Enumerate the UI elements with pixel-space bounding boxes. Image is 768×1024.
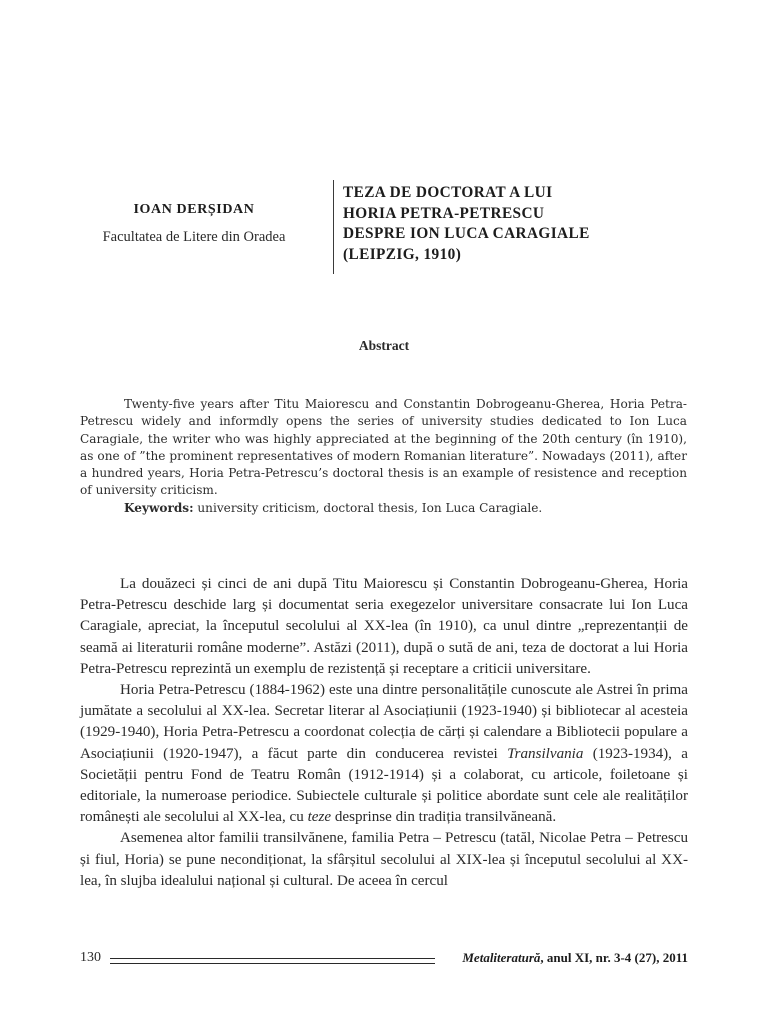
page-footer	[80, 950, 688, 970]
body-text: desprinse din tradiția transilvăneană.	[331, 809, 557, 826]
title-divider	[333, 180, 334, 274]
body-text: Horia Petra-Petrescu (1884-1962) este una dintre personalitățile cunoscute ale Astrei în prima jumătate a secolului al XX-lea. Secretar literar al Asociațiunii (1923-1940) și bibliotecar al acesteia (1929-1940), Horia Petra-Petrescu a coordonat colecția de cărți și calendare a Bibliotecii populare a Asociațiunii (1920-1947), a făcut parte din conducerea revistei	[80, 682, 688, 762]
teze-italic: teze	[307, 809, 332, 826]
title-line: (LEIPZIG, 1910)	[343, 245, 462, 263]
abstract-heading: Abstract	[358, 338, 410, 353]
keywords-label: Keywords:	[124, 500, 194, 515]
journal-citation	[462, 950, 688, 966]
journal-title-italic: Transilvania	[507, 745, 584, 762]
page-number: 130	[80, 950, 101, 965]
author-name: IOAN DERȘIDAN	[133, 202, 255, 217]
author-affiliation: Facultatea de Litere din Oradea	[102, 229, 286, 245]
journal-issue: , anul XI, nr. 3-4 (27), 2011	[540, 950, 688, 965]
title-line: TEZA DE DOCTORAT A LUI	[343, 184, 553, 201]
footer-double-rule	[110, 958, 435, 964]
title-line: HORIA PETRA-PETRESCU	[343, 204, 545, 222]
abstract-body	[80, 396, 687, 517]
body-paragraph-3: Asemenea altor familii transilvănene, familia Petra – Petrescu (tatăl, Nicolae Petra – Petrescu și fiul, Horia) se pune necondiționat, la sfârșitul secolului al XIX-lea și începutul secolului al XX-lea, în slujba idealului național și cultural. De aceea în cercul	[80, 830, 688, 889]
keywords-paragraph	[80, 500, 687, 517]
title-line: DESPRE ION LUCA CARAGIALE	[343, 225, 590, 242]
keywords-text: university criticism, doctoral thesis, Ion Luca Caragiale.	[193, 500, 543, 515]
abstract-text: Twenty-five years after Titu Maiorescu and Constantin Dobrogeanu-Gherea, Horia Petra-Petrescu widely and informdly opens the series of university studies dedicated to Ion Luca Caragiale, the writer who was highly appreciated at the beginning of the 20th century (în 1910), as one of ”the prominent representatives of modern Romanian literature”. Nowadays (2011), after a hundred years, Horia Petra-Petrescu’s doctoral thesis is an example of resistence and reception of university criticism.	[80, 397, 687, 498]
article-title	[343, 183, 683, 265]
author-block	[60, 202, 328, 246]
body-text: (1923-1934), a Societății pentru Fond de Teatru Român (1912-1914) și a colaborat, cu articole, foiletoane și editoriale, la numeroase periodice. Subiectele culturale și politice abordate sunt cele ale realităților românești ale secolului al XX-lea, cu	[80, 745, 688, 826]
body-paragraph-1: La douăzeci și cinci de ani după Titu Maiorescu și Constantin Dobrogeanu-Gherea, Horia Petra-Petrescu deschide larg și documentat seria exegezelor universitare consacrate lui Ion Luca Caragiale, apreciat, la începutul secolului al XX-lea (în 1910), ca unul dintre „reprezentanții de seamă ai literaturii române moderne”. Astăzi (2011), după o sută de ani, teza de doctorat a lui Horia Petra-Petrescu reprezintă un exemplu de rezistență și receptare a criticii universitare.	[80, 576, 688, 677]
journal-name: Metaliteratură	[462, 950, 541, 965]
body-paragraph-2	[80, 680, 688, 828]
main-text	[80, 574, 688, 892]
